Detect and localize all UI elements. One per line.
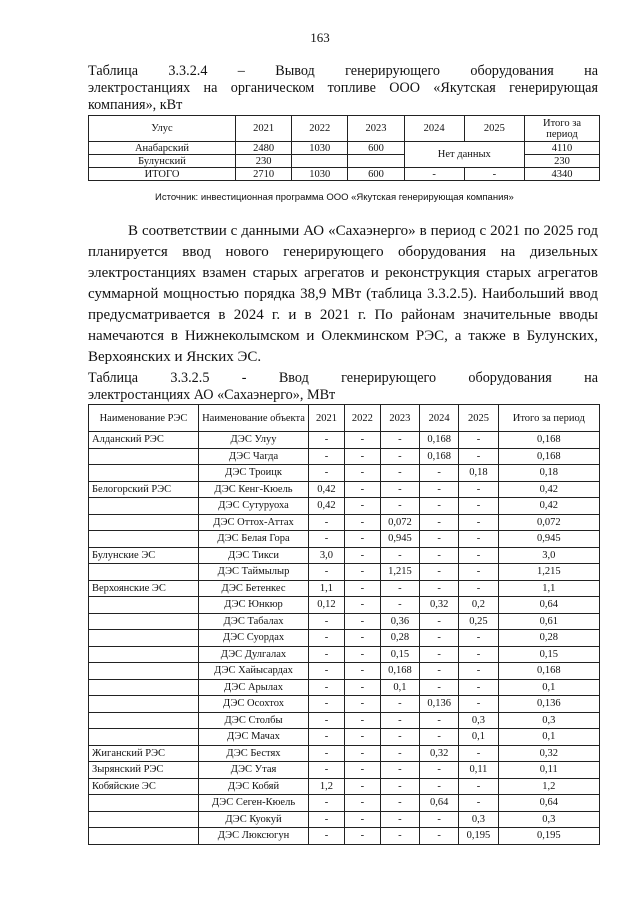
value-cell: - <box>309 679 345 696</box>
value-cell: - <box>420 828 459 845</box>
value-cell: - <box>309 514 345 531</box>
value-cell: - <box>344 564 380 581</box>
res-name-cell <box>89 448 199 465</box>
value-cell: 0,64 <box>498 795 599 812</box>
value-cell: - <box>344 696 380 713</box>
value-cell: 0,072 <box>498 514 599 531</box>
table-row <box>89 498 600 515</box>
value-cell: - <box>420 547 459 564</box>
value-cell: - <box>344 498 380 515</box>
value-cell: 0,168 <box>498 448 599 465</box>
value-cell: 0,168 <box>498 432 599 449</box>
res-name-cell <box>89 663 199 680</box>
table-row <box>89 142 600 155</box>
table-cell: 600 <box>348 168 404 181</box>
page-number: 163 <box>310 30 330 45</box>
object-name-cell: ДЭС Троицк <box>199 465 309 482</box>
value-cell: - <box>420 514 459 531</box>
value-cell: - <box>459 663 498 680</box>
value-cell: 0,15 <box>380 646 419 663</box>
value-cell: 0,28 <box>498 630 599 647</box>
res-name-cell <box>89 811 199 828</box>
value-cell: - <box>309 613 345 630</box>
value-cell: 1,2 <box>309 778 345 795</box>
value-cell: - <box>380 498 419 515</box>
table-row <box>89 828 600 845</box>
value-cell: 0,3 <box>498 811 599 828</box>
value-cell: - <box>309 828 345 845</box>
table2-header-cell: 2021 <box>309 405 345 432</box>
table1-caption <box>88 63 598 114</box>
object-name-cell: ДЭС Чагда <box>199 448 309 465</box>
value-cell: 3,0 <box>309 547 345 564</box>
table-row <box>89 712 600 729</box>
value-cell: 0,11 <box>459 762 498 779</box>
value-cell: - <box>459 679 498 696</box>
table-row <box>89 646 600 663</box>
value-cell: - <box>344 745 380 762</box>
value-cell: - <box>380 712 419 729</box>
object-name-cell: ДЭС Бетенкес <box>199 580 309 597</box>
value-cell: 1,215 <box>498 564 599 581</box>
object-name-cell: ДЭС Тикси <box>199 547 309 564</box>
value-cell: - <box>344 448 380 465</box>
value-cell: 0,1 <box>380 679 419 696</box>
value-cell: - <box>309 531 345 548</box>
value-cell: 0,195 <box>459 828 498 845</box>
value-cell: - <box>459 481 498 498</box>
value-cell: 0,3 <box>498 712 599 729</box>
value-cell: - <box>459 498 498 515</box>
value-cell: 0,136 <box>498 696 599 713</box>
table-cell <box>348 155 404 168</box>
object-name-cell: ДЭС Кенг-Кюель <box>199 481 309 498</box>
table-row <box>89 613 600 630</box>
table-row <box>89 481 600 498</box>
value-cell: 0,12 <box>309 597 345 614</box>
res-name-cell <box>89 828 199 845</box>
object-name-cell: ДЭС Столбы <box>199 712 309 729</box>
table1-header-cell: Улус <box>89 116 236 142</box>
value-cell: - <box>420 481 459 498</box>
object-name-cell: ДЭС Таймылыр <box>199 564 309 581</box>
table2-header-cell: Наименование РЭС <box>89 405 199 432</box>
value-cell: - <box>344 828 380 845</box>
value-cell: - <box>309 432 345 449</box>
value-cell: 0,42 <box>498 498 599 515</box>
value-cell: 0,28 <box>380 630 419 647</box>
value-cell: - <box>420 630 459 647</box>
table-row <box>89 514 600 531</box>
value-cell: 0,36 <box>380 613 419 630</box>
value-cell: 0,168 <box>380 663 419 680</box>
value-cell: 0,42 <box>498 481 599 498</box>
object-name-cell: ДЭС Хайысардах <box>199 663 309 680</box>
value-cell: - <box>459 448 498 465</box>
value-cell: - <box>420 564 459 581</box>
table-row <box>89 465 600 482</box>
table-row <box>89 168 600 181</box>
value-cell: - <box>420 778 459 795</box>
value-cell: - <box>420 811 459 828</box>
table-row <box>89 745 600 762</box>
table2-header-cell: 2022 <box>344 405 380 432</box>
table-row <box>89 729 600 746</box>
table-cell: 1030 <box>292 168 348 181</box>
value-cell: - <box>380 448 419 465</box>
value-cell: - <box>420 762 459 779</box>
res-name-cell <box>89 679 199 696</box>
table-row <box>89 762 600 779</box>
object-name-cell: ДЭС Юнкюр <box>199 597 309 614</box>
res-name-cell <box>89 613 199 630</box>
value-cell: 0,136 <box>420 696 459 713</box>
table-row <box>89 597 600 614</box>
table2-caption-line1: Таблица 3.3.2.5 - Ввод генерирующего оборудования на <box>88 370 598 386</box>
value-cell: 1,1 <box>309 580 345 597</box>
table-row <box>89 432 600 449</box>
value-cell: - <box>420 613 459 630</box>
table2-header-row <box>89 405 600 432</box>
value-cell: - <box>309 663 345 680</box>
value-cell: - <box>459 696 498 713</box>
res-name-cell <box>89 564 199 581</box>
table1-source-note: Источник: инвестиционная программа ООО «Якутская генерирующая компания» <box>155 192 514 203</box>
value-cell: - <box>344 547 380 564</box>
value-cell: - <box>459 745 498 762</box>
object-name-cell: ДЭС Куокуй <box>199 811 309 828</box>
value-cell: - <box>380 828 419 845</box>
object-name-cell: ДЭС Суордах <box>199 630 309 647</box>
table-row <box>89 663 600 680</box>
value-cell: - <box>380 580 419 597</box>
res-name-cell: Булунские ЭС <box>89 547 199 564</box>
value-cell: - <box>344 795 380 812</box>
value-cell: 0,168 <box>498 663 599 680</box>
body-paragraph <box>88 221 598 368</box>
value-cell: - <box>380 597 419 614</box>
value-cell: 0,945 <box>380 531 419 548</box>
table2-header-cell: 2025 <box>459 405 498 432</box>
value-cell: - <box>344 778 380 795</box>
res-name-cell <box>89 712 199 729</box>
value-cell: - <box>344 663 380 680</box>
value-cell: 0,18 <box>459 465 498 482</box>
value-cell: 0,2 <box>459 597 498 614</box>
res-name-cell: Кобяйские ЭС <box>89 778 199 795</box>
object-name-cell: ДЭС Дулгалах <box>199 646 309 663</box>
table-row <box>89 679 600 696</box>
value-cell: 1,2 <box>498 778 599 795</box>
table-cell: - <box>404 168 464 181</box>
value-cell: - <box>309 448 345 465</box>
value-cell: 0,195 <box>498 828 599 845</box>
table-cell: 1030 <box>292 142 348 155</box>
value-cell: 0,25 <box>459 613 498 630</box>
value-cell: - <box>420 531 459 548</box>
table1 <box>88 115 600 181</box>
value-cell: - <box>420 679 459 696</box>
res-name-cell <box>89 630 199 647</box>
table-row <box>89 564 600 581</box>
object-name-cell: ДЭС Кобяй <box>199 778 309 795</box>
value-cell: 0,18 <box>498 465 599 482</box>
value-cell: - <box>380 762 419 779</box>
object-name-cell: ДЭС Сутуруоха <box>199 498 309 515</box>
body-paragraph-text: В соответствии с данными АО «Сахаэнерго» в период с 2021 по 2025 год планируется ввод нового генерирующего оборудования на дизельных электростанциях взамен старых агрегатов и реконструкция старых агрегатов суммарной мощностью порядка 38,9 МВт (таблица 3.3.2.5). Наибольший ввод предусматривается в 2024 г. и в 2021 г. По районам значительные вводы намечаются в Нижнеколымском и Олекминском РЭС, а также в Булунских, Верхоянских и Янских ЭС. <box>88 223 598 365</box>
value-cell: 1,1 <box>498 580 599 597</box>
value-cell: 0,32 <box>420 745 459 762</box>
res-name-cell <box>89 597 199 614</box>
table-cell <box>292 155 348 168</box>
table-cell: 2480 <box>236 142 292 155</box>
table-row <box>89 795 600 812</box>
value-cell: - <box>459 646 498 663</box>
value-cell: - <box>344 712 380 729</box>
res-name-cell: Алданский РЭС <box>89 432 199 449</box>
value-cell: - <box>344 811 380 828</box>
value-cell: - <box>344 762 380 779</box>
res-name-cell <box>89 795 199 812</box>
value-cell: - <box>309 564 345 581</box>
value-cell: - <box>344 580 380 597</box>
value-cell: - <box>309 646 345 663</box>
value-cell: - <box>380 432 419 449</box>
value-cell: - <box>420 646 459 663</box>
value-cell: - <box>380 729 419 746</box>
table-cell: 2710 <box>236 168 292 181</box>
value-cell: 0,32 <box>420 597 459 614</box>
value-cell: - <box>459 795 498 812</box>
object-name-cell: ДЭС Улуу <box>199 432 309 449</box>
table-cell: 4340 <box>525 168 600 181</box>
value-cell: 0,61 <box>498 613 599 630</box>
res-name-cell <box>89 696 199 713</box>
object-name-cell: ДЭС Люксюгун <box>199 828 309 845</box>
value-cell: - <box>459 547 498 564</box>
value-cell: 0,64 <box>498 597 599 614</box>
table2-header-cell: Итого за период <box>498 405 599 432</box>
table1-header-cell: Итого за период <box>525 116 600 142</box>
res-name-cell <box>89 465 199 482</box>
value-cell: 0,1 <box>459 729 498 746</box>
res-name-cell: Жиганский РЭС <box>89 745 199 762</box>
res-name-cell <box>89 646 199 663</box>
table1-header-cell: 2025 <box>464 116 524 142</box>
object-name-cell: ДЭС Белая Гора <box>199 531 309 548</box>
value-cell: - <box>380 481 419 498</box>
object-name-cell: ДЭС Сеген-Кюель <box>199 795 309 812</box>
value-cell: - <box>380 696 419 713</box>
res-name-cell: Белогорский РЭС <box>89 481 199 498</box>
table2-header-cell: 2024 <box>420 405 459 432</box>
value-cell: 0,945 <box>498 531 599 548</box>
object-name-cell: ДЭС Оттох-Аттах <box>199 514 309 531</box>
table-row <box>89 547 600 564</box>
object-name-cell: ДЭС Табалах <box>199 613 309 630</box>
object-name-cell: ДЭС Мачах <box>199 729 309 746</box>
value-cell: - <box>459 514 498 531</box>
object-name-cell: ДЭС Бестях <box>199 745 309 762</box>
value-cell: 0,11 <box>498 762 599 779</box>
table-cell: 230 <box>525 155 600 168</box>
table-cell: 600 <box>348 142 404 155</box>
value-cell: - <box>380 778 419 795</box>
value-cell: - <box>309 762 345 779</box>
value-cell: - <box>420 465 459 482</box>
value-cell: - <box>309 465 345 482</box>
table2-header-cell: 2023 <box>380 405 419 432</box>
value-cell: 0,168 <box>420 448 459 465</box>
value-cell: - <box>344 465 380 482</box>
value-cell: - <box>420 498 459 515</box>
table1-caption-rest: электростанциях на органическом топливе ООО «Якутская генерирующая компания», кВт <box>88 80 598 113</box>
value-cell: - <box>459 432 498 449</box>
value-cell: - <box>309 712 345 729</box>
value-cell: 0,42 <box>309 481 345 498</box>
value-cell: - <box>380 465 419 482</box>
table2-caption-rest: электростанциях АО «Сахаэнерго», МВт <box>88 387 336 403</box>
value-cell: - <box>309 696 345 713</box>
value-cell: - <box>459 531 498 548</box>
table1-header-row <box>89 116 600 142</box>
value-cell: - <box>344 613 380 630</box>
value-cell: - <box>344 597 380 614</box>
table-cell: 230 <box>236 155 292 168</box>
value-cell: - <box>309 745 345 762</box>
object-name-cell: ДЭС Осохтох <box>199 696 309 713</box>
value-cell: - <box>344 481 380 498</box>
table-cell: 4110 <box>525 142 600 155</box>
table-cell: - <box>464 168 524 181</box>
table1-header-cell: 2022 <box>292 116 348 142</box>
object-name-cell: ДЭС Утая <box>199 762 309 779</box>
value-cell: - <box>420 580 459 597</box>
value-cell: - <box>344 531 380 548</box>
table-row <box>89 630 600 647</box>
res-name-cell <box>89 729 199 746</box>
table-cell: Булунский <box>89 155 236 168</box>
no-data-cell: Нет данных <box>404 142 524 168</box>
value-cell: - <box>380 795 419 812</box>
value-cell: 0,168 <box>420 432 459 449</box>
value-cell: - <box>459 580 498 597</box>
value-cell: 0,32 <box>498 745 599 762</box>
value-cell: - <box>380 547 419 564</box>
table-cell: Анабарский <box>89 142 236 155</box>
table2-caption <box>88 370 598 404</box>
table-cell: ИТОГО <box>89 168 236 181</box>
table-row <box>89 580 600 597</box>
value-cell: - <box>380 745 419 762</box>
value-cell: - <box>309 811 345 828</box>
value-cell: - <box>459 630 498 647</box>
res-name-cell: Зырянский РЭС <box>89 762 199 779</box>
value-cell: - <box>344 729 380 746</box>
value-cell: - <box>420 712 459 729</box>
value-cell: - <box>344 514 380 531</box>
table-row <box>89 531 600 548</box>
value-cell: 3,0 <box>498 547 599 564</box>
table-row <box>89 778 600 795</box>
value-cell: - <box>420 663 459 680</box>
res-name-cell <box>89 531 199 548</box>
value-cell: - <box>309 729 345 746</box>
res-name-cell: Верхоянские ЭС <box>89 580 199 597</box>
value-cell: 0,15 <box>498 646 599 663</box>
value-cell: - <box>420 729 459 746</box>
value-cell: - <box>459 564 498 581</box>
value-cell: - <box>309 795 345 812</box>
value-cell: 0,64 <box>420 795 459 812</box>
value-cell: 0,072 <box>380 514 419 531</box>
table-row <box>89 811 600 828</box>
res-name-cell <box>89 498 199 515</box>
value-cell: - <box>344 646 380 663</box>
value-cell: - <box>344 679 380 696</box>
value-cell: - <box>380 811 419 828</box>
table2-header-cell: Наименование объекта <box>199 405 309 432</box>
object-name-cell: ДЭС Арылах <box>199 679 309 696</box>
value-cell: 0,3 <box>459 811 498 828</box>
value-cell: - <box>309 630 345 647</box>
value-cell: 0,1 <box>498 679 599 696</box>
table1-header-cell: 2024 <box>404 116 464 142</box>
value-cell: - <box>344 630 380 647</box>
table1-caption-line1: Таблица 3.3.2.4 – Вывод генерирующего оборудования на <box>88 63 598 79</box>
value-cell: 0,1 <box>498 729 599 746</box>
table-row <box>89 448 600 465</box>
value-cell: 0,42 <box>309 498 345 515</box>
value-cell: - <box>459 778 498 795</box>
table1-header-cell: 2021 <box>236 116 292 142</box>
value-cell: - <box>344 432 380 449</box>
table-row <box>89 696 600 713</box>
table2 <box>88 404 600 845</box>
value-cell: 0,3 <box>459 712 498 729</box>
res-name-cell <box>89 514 199 531</box>
table1-header-cell: 2023 <box>348 116 404 142</box>
value-cell: 1,215 <box>380 564 419 581</box>
